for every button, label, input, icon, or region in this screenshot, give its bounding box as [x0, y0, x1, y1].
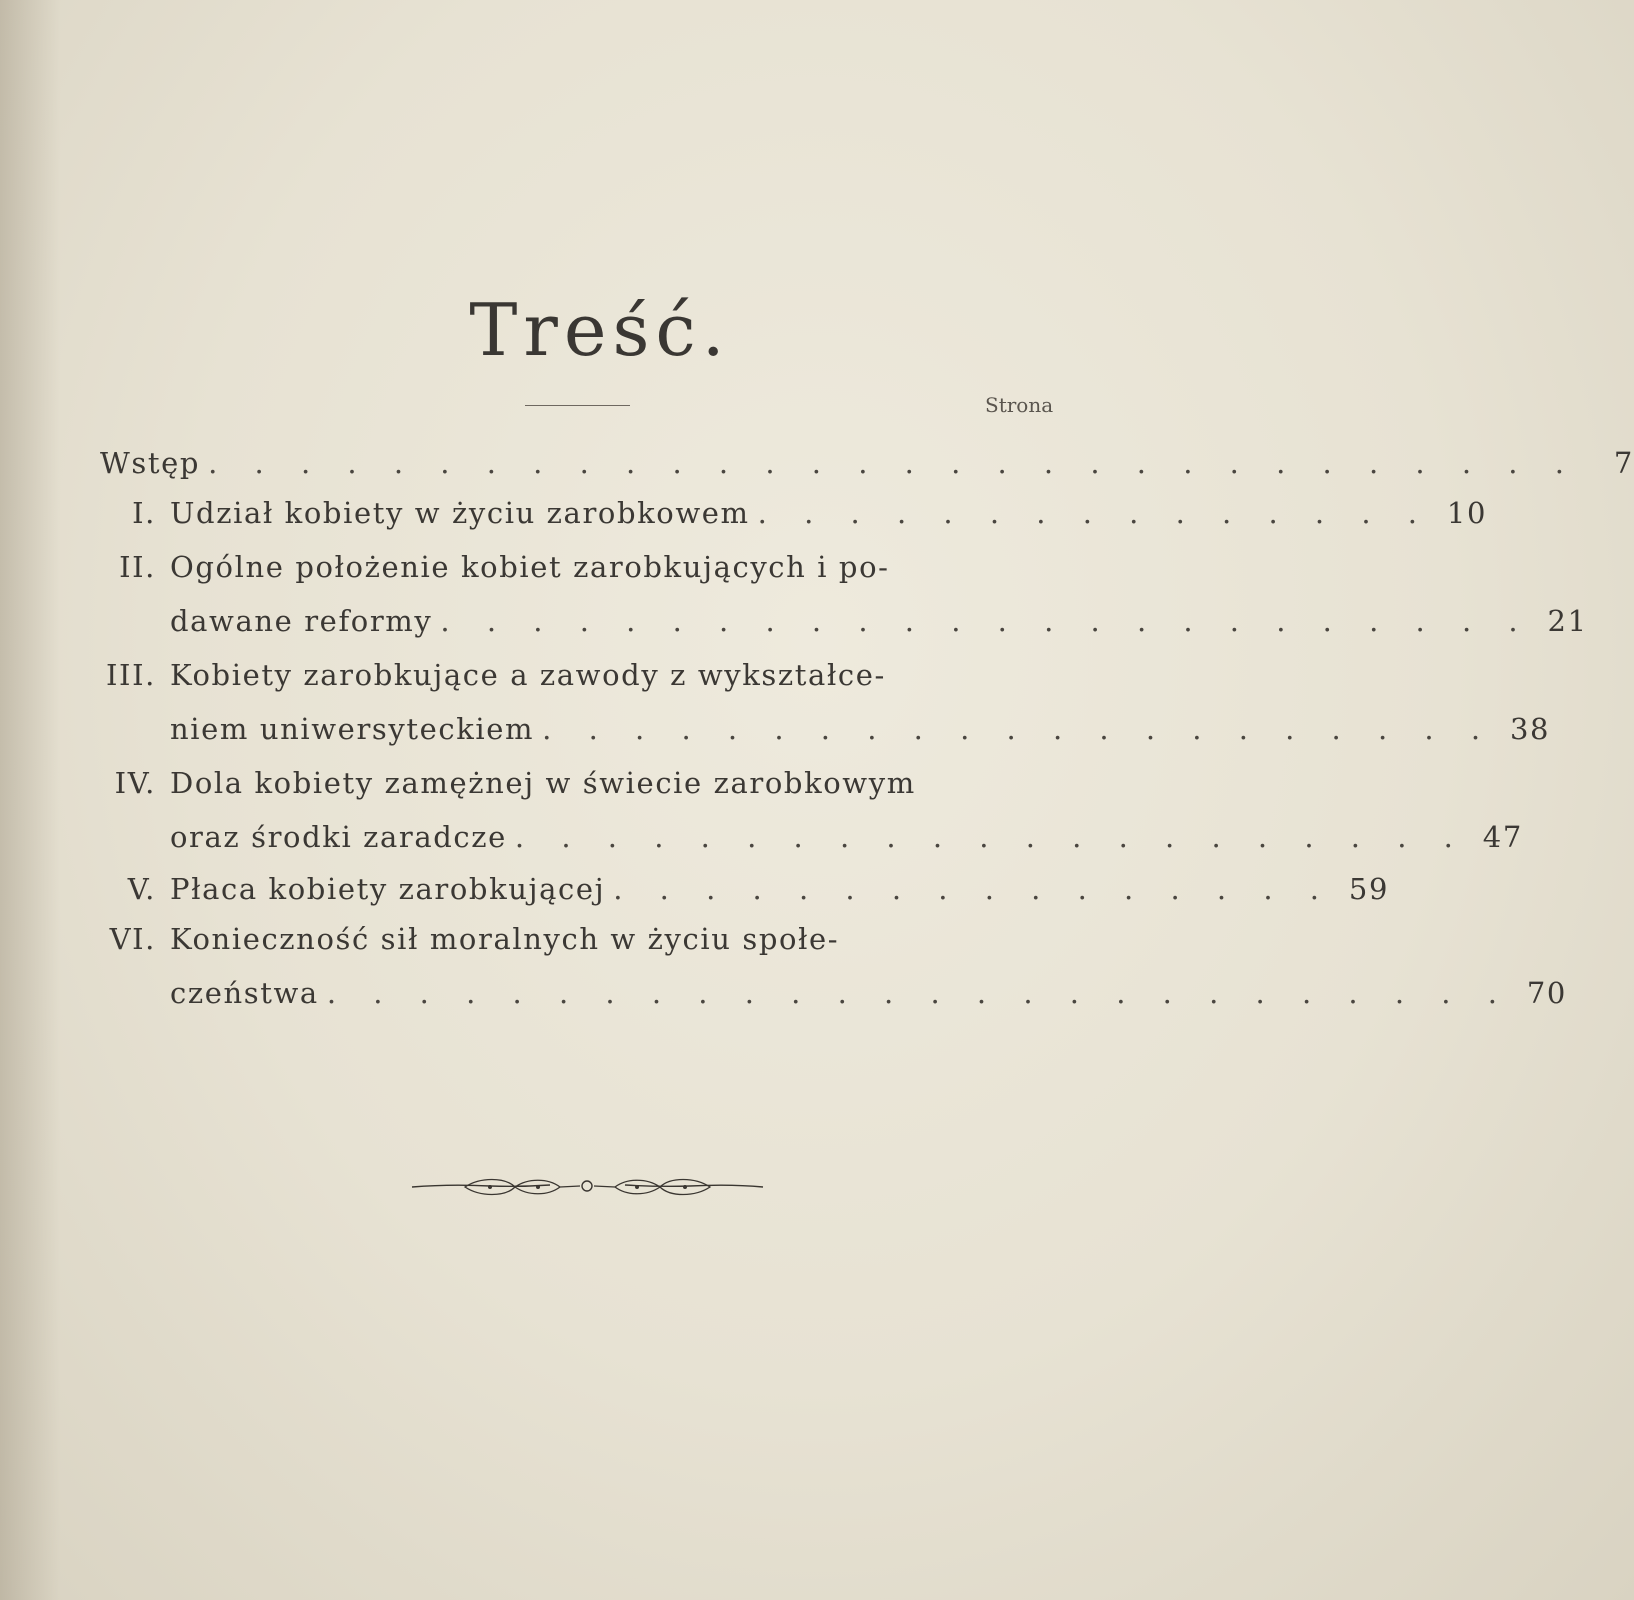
- toc-entry-title: Ogólne położenie kobiet zarobkujących i po-: [170, 550, 890, 584]
- toc-entry-title: Płaca kobiety zarobkującej: [170, 872, 606, 906]
- toc-entry-title-continued: czeństwa: [170, 976, 319, 1010]
- toc-entry-title-continued: oraz środki zaradcze: [170, 820, 507, 854]
- toc-page-number: 21: [1547, 604, 1588, 638]
- leader-dots: . . . . . . . . . . . . . . . . . . . . . . . . . . . . . .: [208, 446, 1578, 480]
- toc-entry-title: Udział kobiety w życiu zarobkowem: [170, 496, 750, 530]
- leader-dots: . . . . . . . . . . . . . . . . . . . . .: [514, 820, 1467, 854]
- toc-page-number: 59: [1348, 872, 1390, 906]
- toc-entry-6-line-1: [78, 922, 1065, 956]
- leader-dots: . . . . . . . . . . . . . . . . . . . . . . . . . .: [326, 976, 1511, 1010]
- chapter-number: IV.: [114, 766, 156, 800]
- toc-page-number: 10: [1446, 496, 1487, 530]
- toc-entry-intro: [100, 446, 1634, 480]
- leader-dots: . . . . . . . . . . . . . . . . . . . . . . . .: [440, 604, 1532, 638]
- page-title: Treść.: [469, 288, 731, 372]
- toc-entry-4-line-2: [170, 820, 1523, 854]
- ornament-divider-icon: [410, 1172, 765, 1202]
- toc-entry-5: [78, 872, 1390, 906]
- chapter-number: VI.: [109, 922, 156, 956]
- toc-entry-3-line-2: [170, 712, 1551, 746]
- toc-page-number: 38: [1509, 712, 1551, 746]
- toc-entry-2-line-2: [170, 604, 1588, 638]
- leader-dots: . . . . . . . . . . . . . . .: [757, 496, 1431, 530]
- leader-dots: . . . . . . . . . . . . . . . . . . . . .: [542, 712, 1495, 746]
- title-rule: [525, 405, 630, 406]
- toc-entry-title: Wstęp: [100, 446, 201, 480]
- chapter-number: V.: [127, 872, 156, 906]
- chapter-number: I.: [132, 496, 156, 530]
- toc-entry-title-continued: dawane reformy: [170, 604, 433, 638]
- chapter-number: II.: [119, 550, 156, 584]
- toc-entry-2-line-1: [78, 550, 1065, 584]
- chapter-number: III.: [106, 658, 156, 692]
- toc-entry-6-line-2: [170, 976, 1567, 1010]
- toc-entry-title: Konieczność sił moralnych w życiu społe-: [170, 922, 840, 956]
- page-column-label: Strona: [985, 393, 1054, 417]
- toc-entry-3-line-1: [78, 658, 1065, 692]
- toc-entry-title: Dola kobiety zamężnej w świecie zarobkowym: [170, 766, 916, 800]
- toc-page-number: 47: [1482, 820, 1523, 854]
- page-edge-shadow: [0, 0, 60, 1600]
- toc-page-number: 7: [1613, 446, 1634, 480]
- toc-entry-4-line-1: [78, 766, 1078, 800]
- toc-entry-title: Kobiety zarobkujące a zawody z wykształce-: [170, 658, 886, 692]
- toc-entry-1: [78, 496, 1487, 530]
- toc-page-number: 70: [1526, 976, 1567, 1010]
- leader-dots: . . . . . . . . . . . . . . . .: [613, 872, 1334, 906]
- toc-entry-title-continued: niem uniwersyteckiem: [170, 712, 535, 746]
